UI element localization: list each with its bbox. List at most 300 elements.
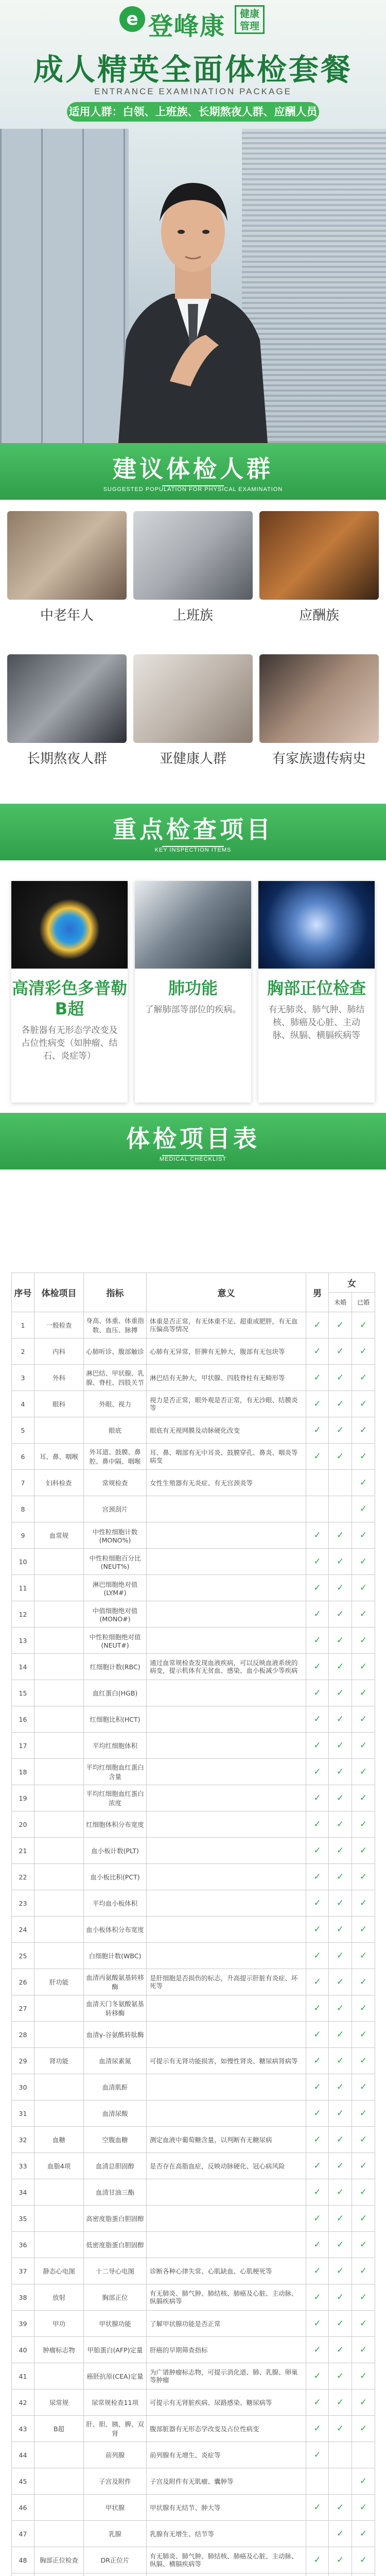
row-seq: 47 [12,2521,34,2547]
elderly-photo [7,511,127,600]
row-index: 平均血小板体积 [84,1890,147,1917]
row-meaning [147,2074,306,2100]
table-row [12,1522,375,1549]
row-married-check: ✓ [352,2363,375,2389]
row-item: 胸部正位检查 [34,2547,84,2573]
row-index: 甲胎蛋白(AFP)定量 [84,2337,147,2363]
population-card [133,511,253,624]
row-index: 外耳道、鼓膜、鼻腔、鼻中隔、咽喉 [84,1444,147,1470]
row-unmarried-check [329,2468,352,2495]
row-index: 中性粒细胞绝对值(NEUT#) [84,1628,147,1654]
row-married-check: ✓ [352,1601,375,1628]
page-subtitle: ENTRANCE EXAMINATION PACKAGE [94,87,292,96]
row-unmarried-check: ✓ [329,2153,352,2179]
row-male-check: ✓ [306,1575,329,1601]
row-meaning: 通过血常规检查发现血液疾病，可以反映血液系统的病变，提示机体有无贫血、感染、血小板减少等疾病 [147,1654,306,1680]
row-unmarried-check: ✓ [329,1969,352,1995]
table-row [12,1338,375,1365]
table-row [12,1444,375,1470]
row-seq: 11 [12,1575,34,1601]
row-married-check: ✓ [352,1890,375,1917]
row-item [34,2495,84,2521]
row-male-check: ✓ [306,2258,329,2284]
row-meaning: 为广谱肿瘤标志物，可提示消化道、肺、乳腺、卵巢等肿瘤 [147,2363,306,2389]
row-item [34,2573,84,2576]
row-item [34,1706,84,1733]
row-male-check: ✓ [306,1628,329,1654]
row-seq: 14 [12,1654,34,1680]
row-index: 血清尿酸 [84,2100,147,2127]
row-seq: 25 [12,1943,34,1969]
row-male-check: ✓ [306,1838,329,1864]
row-unmarried-check: ✓ [329,2337,352,2363]
table-row [12,1838,375,1864]
row-unmarried-check: ✓ [329,1654,352,1680]
row-male-check: ✓ [306,2284,329,2311]
row-unmarried-check: ✓ [329,2127,352,2153]
heading-underline [162,1155,224,1156]
row-unmarried-check: ✓ [329,2100,352,2127]
row-item: 静态心电图 [34,2258,84,2284]
row-married-check: ✓ [352,1575,375,1601]
row-meaning [147,2206,306,2232]
target-audience-badge: 适用人群：白领、上班族、长期熬夜人群、应酬人员 [67,102,319,122]
hereditary-photo [259,654,379,743]
row-seq: 27 [12,1995,34,2022]
row-unmarried-check: ✓ [329,2074,352,2100]
population-label: 有家族遗传病史 [272,751,366,767]
row-meaning [147,1601,306,1628]
table-heading-en: MEDICAL CHECKLIST [159,1156,227,1162]
row-married-check: ✓ [352,1312,375,1338]
row-meaning: 有无肺炎、肺气肿、肺结核、肺癌及心脏、主动脉、纵膈、横膈疾病等 [147,2547,306,2573]
row-item [34,2521,84,2547]
row-unmarried-check: ✓ [329,2284,352,2311]
row-seq: 17 [12,1733,34,1759]
key-card [11,881,128,1103]
row-meaning [147,2179,306,2206]
row-unmarried-check [329,2442,352,2468]
row-unmarried-check: ✓ [329,2232,352,2258]
brand-sub: 健康管理 [235,5,265,34]
row-seq: 16 [12,1706,34,1733]
row-male-check [306,2521,329,2547]
key-heading: 重点检查项目 [113,816,273,843]
row-meaning [147,1496,306,1522]
row-item [34,2179,84,2206]
row-married-check: ✓ [352,2468,375,2495]
population-heading: 建议体检人群 [113,455,273,483]
table-row [12,1759,375,1785]
table-row [12,1890,375,1917]
row-unmarried-check: ✓ [329,2206,352,2232]
row-male-check: ✓ [306,1680,329,1706]
key-title: 高清彩色多普勒B超 [11,978,127,1019]
row-seq: 23 [12,1890,34,1917]
row-married-check: ✓ [352,1628,375,1654]
page-title: 成人精英全面体检套餐 [33,52,353,87]
row-married-check: ✓ [352,2232,375,2258]
table-row [12,1470,375,1496]
row-male-check: ✓ [306,1785,329,1811]
population-label: 长期熬夜人群 [26,751,107,767]
table-row [12,2074,375,2100]
businessman-photo [108,134,278,443]
row-seq: 33 [12,2153,34,2179]
row-male-check: ✓ [306,2547,329,2573]
brand-name: 登峰康 [148,12,226,41]
row-unmarried-check: ✓ [329,2258,352,2284]
row-unmarried-check: ✓ [329,1733,352,1759]
row-male-check: ✓ [306,1338,329,1365]
table-row [12,1943,375,1969]
table-row [12,1785,375,1811]
row-unmarried-check: ✓ [329,1417,352,1444]
row-seq: 3 [12,1365,34,1391]
table-row [12,1496,375,1522]
row-married-check: ✓ [352,1391,375,1417]
row-item [34,1654,84,1680]
table-heading: 体检项目表 [126,1125,260,1153]
row-unmarried-check: ✓ [329,2022,352,2048]
row-male-check: ✓ [306,1417,329,1444]
row-married-check: ✓ [352,1917,375,1943]
row-seq: 38 [12,2284,34,2311]
row-index: 平均红细胞体积 [84,1733,147,1759]
row-index: 眼底 [84,1417,147,1444]
row-item: 血糖 [34,2127,84,2153]
row-unmarried-check: ✓ [329,1838,352,1864]
row-male-check: ✓ [306,2495,329,2521]
key-title: 胸部正位检查 [267,978,366,998]
row-unmarried-check: ✓ [329,1601,352,1628]
row-unmarried-check: ✓ [329,2416,352,2442]
row-index: 身高、体重、体重指数、血压、脉搏 [84,1312,147,1338]
row-male-check: ✓ [306,1811,329,1838]
row-married-check: ✓ [352,1549,375,1575]
row-married-check: ✓ [352,1811,375,1838]
table-row [12,1549,375,1575]
table-row [12,1811,375,1838]
row-married-check: ✓ [352,2022,375,2048]
row-unmarried-check: ✓ [329,1785,352,1811]
row-index: 血小板计数(PLT) [84,1838,147,1864]
table-row [12,2573,375,2576]
table-row [12,1969,375,1995]
row-item [34,1995,84,2022]
row-meaning: 腹部脏器有无形态学改变及占位性病变 [147,2416,306,2442]
row-married-check: ✓ [352,1838,375,1864]
row-item [34,2206,84,2232]
row-index: 癌胚抗原(CEA)定量 [84,2363,147,2389]
row-index: 血清总胆固醇 [84,2153,147,2179]
row-meaning: 视力是否正常，眼外观是否正常，有无沙眼、结膜炎等 [147,1391,306,1417]
row-male-check: ✓ [306,2337,329,2363]
table-row [12,2048,375,2074]
row-meaning [147,1995,306,2022]
late-night-photo [7,654,127,743]
row-index: 常规检查 [84,1470,147,1496]
row-index: 淋巴细胞绝对值(LYM#) [84,1575,147,1601]
row-seq: 46 [12,2495,34,2521]
row-seq: 5 [12,1417,34,1444]
row-index: 宫颈刮片 [84,1496,147,1522]
row-index: 甲状腺 [84,2495,147,2521]
row-seq: 13 [12,1628,34,1654]
population-grid [0,500,386,804]
row-unmarried-check: ✓ [329,1365,352,1391]
row-male-check: ✓ [306,1601,329,1628]
row-married-check: ✓ [352,1943,375,1969]
row-married-check: ✓ [352,1864,375,1890]
row-male-check: ✓ [306,2074,329,2100]
row-index: 乳腺 [84,2521,147,2547]
table-row [12,2389,375,2416]
row-seq: 12 [12,1601,34,1628]
population-heading-en: SUGGESTED POPULATION FOR PHYSICAL EXAMINATION [103,486,283,493]
row-married-check: ✓ [352,1995,375,2022]
table-row [12,1864,375,1890]
row-married-check: ✓ [352,2100,375,2127]
row-item [34,2022,84,2048]
row-item [34,1864,84,1890]
row-meaning: 了解甲状腺功能是否正常 [147,2311,306,2337]
row-unmarried-check: ✓ [329,1391,352,1417]
table-row [12,1733,375,1759]
row-male-check: ✓ [306,1969,329,1995]
row-married-check: ✓ [352,2127,375,2153]
row-meaning [147,2573,306,2576]
row-male-check: ✓ [306,2179,329,2206]
row-index: 十二导心电图 [84,2258,147,2284]
table-row [12,2206,375,2232]
row-male-check [306,2573,329,2576]
row-married-check: ✓ [352,1522,375,1549]
row-male-check: ✓ [306,1391,329,1417]
row-meaning: 耳、鼻、咽部有无中耳炎、鼓膜穿孔、鼻炎、咽炎等病变 [147,1444,306,1470]
row-seq: 26 [12,1969,34,1995]
row-item [34,2442,84,2468]
chest-xray-image [258,881,375,969]
row-index: 红细胞体积分布宽度 [84,1811,147,1838]
row-meaning: 可提示有无肾脏疾病、尿路感染、糖尿病等 [147,2389,306,2416]
table-row [12,1365,375,1391]
row-married-check [352,2573,375,2576]
row-married-check: ✓ [352,1680,375,1706]
lung-scan-image [135,881,251,969]
row-meaning [147,1680,306,1706]
row-seq: 45 [12,2468,34,2495]
row-meaning: 诊断各种心律失常、心肌缺血、心肌梗死等 [147,2258,306,2284]
row-index: 平均红细胞血红蛋白浓度 [84,1785,147,1811]
row-male-check: ✓ [306,2442,329,2468]
population-card [259,654,379,767]
row-meaning [147,1549,306,1575]
row-married-check: ✓ [352,2048,375,2074]
table-row [12,2127,375,2153]
row-male-check: ✓ [306,2363,329,2389]
row-unmarried-check: ✓ [329,2495,352,2521]
ultrasound-image [11,881,128,969]
row-male-check: ✓ [306,1890,329,1917]
row-male-check [306,1496,329,1522]
row-item: 一般检查 [34,1312,84,1338]
key-desc: 有无肺炎、肺气肿、肺结核、肺癌及心脏、主动脉、纵膈、横膈疾病等 [268,1005,365,1041]
row-unmarried-check: ✓ [329,1706,352,1733]
table-row [12,2284,375,2311]
table-row [12,1391,375,1417]
table-row [12,1575,375,1601]
row-item: 肿瘤标志物 [34,2337,84,2363]
row-married-check: ✓ [352,1444,375,1470]
row-meaning [147,2232,306,2258]
col-seq: 序号 [12,1273,34,1312]
row-seq: 15 [12,1680,34,1706]
row-unmarried-check: ✓ [329,1575,352,1601]
row-index: 甲状腺功能 [84,2311,147,2337]
table-row [12,2495,375,2521]
table-row [12,2468,375,2495]
table-row [12,2363,375,2389]
row-item [34,1943,84,1969]
row-meaning: 女性生殖器有无炎症、有无宫颈炎等 [147,1470,306,1496]
row-index: 中性粒细胞百分比(NEUT%) [84,1549,147,1575]
row-meaning: 心肺有无异常，肝脾有无肿大，腹部有无包块等 [147,1338,306,1365]
table-row [12,1706,375,1733]
row-seq: 43 [12,2416,34,2442]
row-unmarried-check: ✓ [329,1995,352,2022]
row-seq: 4 [12,1391,34,1417]
row-index: 中值细胞绝对值(MONO#) [84,1601,147,1628]
row-male-check: ✓ [306,2389,329,2416]
row-unmarried-check: ✓ [329,2521,352,2547]
population-card [133,654,253,767]
row-seq: 42 [12,2389,34,2416]
table-banner [0,1113,386,1170]
row-male-check: ✓ [306,1733,329,1759]
row-unmarried-check: ✓ [329,1864,352,1890]
row-index: 血小板体积分布宽度 [84,1917,147,1943]
row-index: 尿常规检查11项 [84,2389,147,2416]
table-row [12,1654,375,1680]
row-male-check: ✓ [306,2048,329,2074]
row-unmarried-check [329,1496,352,1522]
row-unmarried-check: ✓ [329,2311,352,2337]
row-meaning: 肝癌的早期筛查指标 [147,2337,306,2363]
row-index: 外眼、视力 [84,1391,147,1417]
key-title: 肺功能 [168,978,218,998]
row-married-check: ✓ [352,2311,375,2337]
row-seq: 44 [12,2442,34,2468]
row-male-check: ✓ [306,1522,329,1549]
row-unmarried-check: ✓ [329,2179,352,2206]
row-unmarried-check: ✓ [329,1917,352,1943]
row-index: 血小板比积(PCT) [84,1864,147,1890]
row-meaning [147,1733,306,1759]
row-seq: 48 [12,2547,34,2573]
row-meaning [147,1575,306,1601]
row-male-check: ✓ [306,2127,329,2153]
col-item: 体检项目 [34,1273,84,1312]
row-male-check: ✓ [306,1706,329,1733]
row-male-check: ✓ [306,1917,329,1943]
row-index: 胸部正位 [84,2284,147,2311]
row-item: 眼科 [34,1391,84,1417]
row-seq: 34 [12,2179,34,2206]
row-unmarried-check: ✓ [329,1312,352,1338]
row-married-check: ✓ [352,1417,375,1444]
table-row [12,1628,375,1654]
row-unmarried-check: ✓ [329,1628,352,1654]
table-row [12,2311,375,2337]
row-item: 尿常规 [34,2389,84,2416]
row-meaning: 甲状腺有无结节、肿大等 [147,2495,306,2521]
row-item [34,2468,84,2495]
drinking-photo [259,511,379,600]
table-row [12,2179,375,2206]
row-index: 白细胞计数(WBC) [84,1943,147,1969]
table-row [12,2547,375,2573]
row-item: 放射 [34,2284,84,2311]
row-meaning [147,1811,306,1838]
row-index: 血清肌酐 [84,2074,147,2100]
row-seq: 39 [12,2311,34,2337]
row-unmarried-check: ✓ [329,2363,352,2389]
row-unmarried-check: ✓ [329,1549,352,1575]
row-meaning: 前列腺有无增生、炎症等 [147,2442,306,2468]
row-seq: 9 [12,1522,34,1549]
row-meaning [147,1706,306,1733]
row-seq: 10 [12,1549,34,1575]
row-index: 平均红细胞血红蛋白含量 [84,1759,147,1785]
population-card [259,511,379,624]
row-male-check: ✓ [306,1995,329,2022]
row-seq: 36 [12,2232,34,2258]
row-married-check: ✓ [352,1496,375,1522]
row-meaning [147,1864,306,1890]
row-male-check: ✓ [306,1365,329,1391]
row-index: 前列腺 [84,2442,147,2468]
row-item [34,1417,84,1444]
row-meaning [147,1838,306,1864]
row-meaning: 是否存在高脂血症，反映动脉硬化、冠心病风险 [147,2153,306,2179]
row-unmarried-check: ✓ [329,2048,352,2074]
row-male-check: ✓ [306,1312,329,1338]
logo-icon: e [119,6,145,32]
row-married-check: ✓ [352,1470,375,1496]
table-row [12,1680,375,1706]
row-item [34,1680,84,1706]
key-desc: 了解肺部等部位的疾病。 [145,1005,241,1015]
row-index: 空腹血糖 [84,2127,147,2153]
row-married-check: ✓ [352,2179,375,2206]
row-seq: 20 [12,1811,34,1838]
row-unmarried-check: ✓ [329,1522,352,1549]
row-item: 耳、鼻、咽喉 [34,1444,84,1470]
table-row [12,1995,375,2022]
hero [0,0,386,443]
row-seq: 40 [12,2337,34,2363]
row-seq: 24 [12,1917,34,1943]
row-married-check: ✓ [352,2258,375,2284]
row-married-check: ✓ [352,2416,375,2442]
row-item [34,1549,84,1575]
table-row [12,1601,375,1628]
row-index: 血清丙氨酸氨基转移酶 [84,1969,147,1995]
row-meaning: 有无肺炎、肺气肿、肺结核、肺癌及心脏、主动脉、纵膈疾病等 [147,2284,306,2311]
table-row [12,1917,375,1943]
row-item [34,2100,84,2127]
